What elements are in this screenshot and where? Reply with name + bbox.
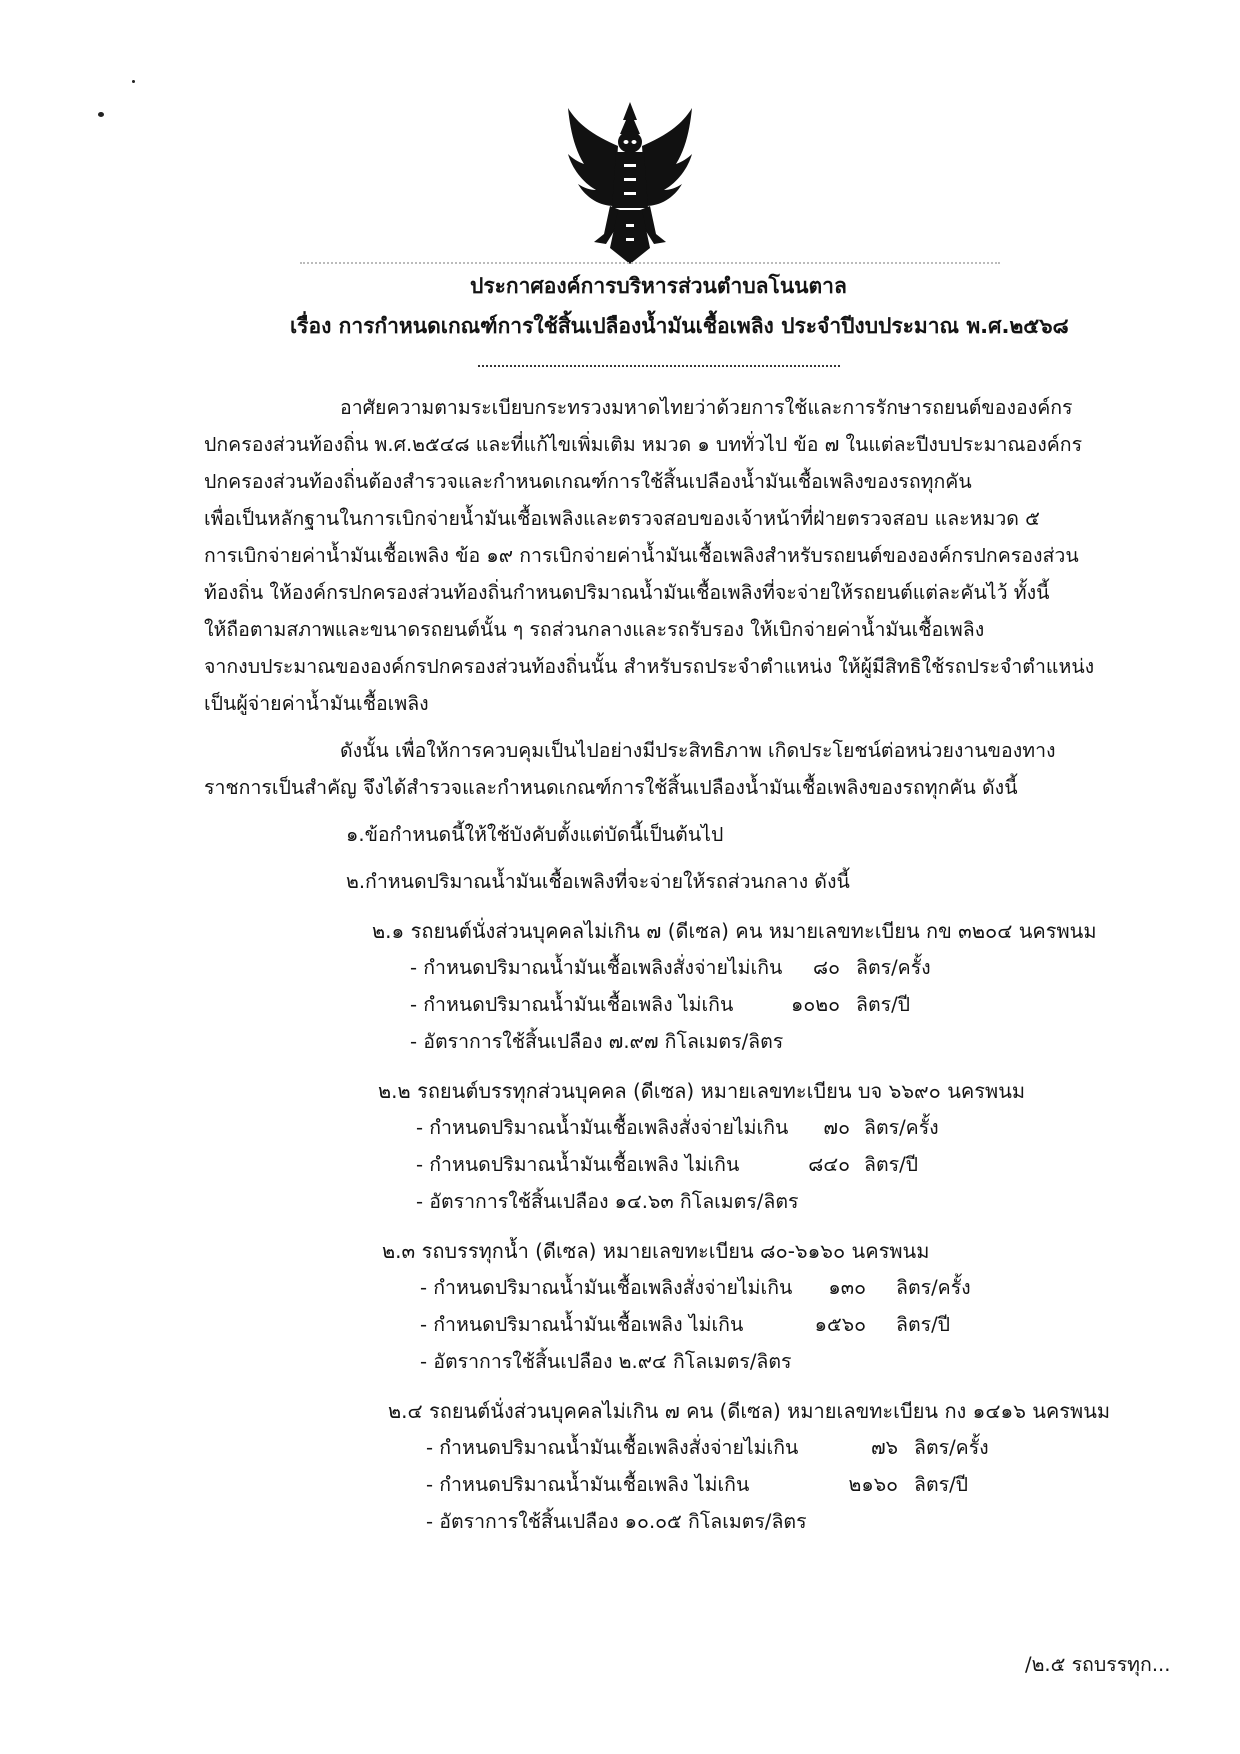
per-trip-unit: ลิตร/ครั้ง	[864, 1116, 939, 1139]
text-line: ปกครองส่วนท้องถิ่นต้องสำรวจและกำหนดเกณฑ์การใช้สิ้นเปลืองน้ำมันเชื้อเพลิงของรถทุกคัน	[204, 470, 972, 493]
per-trip-label: - กำหนดปริมาณน้ำมันเชื้อเพลิงสั่งจ่ายไม่เกิน	[416, 1116, 789, 1139]
per-year-label: - กำหนดปริมาณน้ำมันเชื้อเพลิง ไม่เกิน	[416, 1153, 740, 1176]
per-trip-amount: ๘๐	[813, 956, 840, 979]
per-trip-unit: ลิตร/ครั้ง	[896, 1276, 971, 1299]
per-year-unit: ลิตร/ปี	[856, 993, 911, 1016]
title-separator	[478, 365, 840, 367]
garuda-emblem-icon	[560, 98, 700, 268]
per-trip-label: - กำหนดปริมาณน้ำมันเชื้อเพลิงสั่งจ่ายไม่เกิน	[420, 1276, 793, 1299]
text-line: การเบิกจ่ายค่าน้ำมันเชื้อเพลิง ข้อ ๑๙ การเบิกจ่ายค่าน้ำมันเชื้อเพลิงสำหรับรถยนต์ขององค์กรปกครองส่วน	[204, 544, 1079, 567]
per-year-unit: ลิตร/ปี	[864, 1153, 919, 1176]
per-trip-amount: ๗๖	[870, 1436, 898, 1459]
per-trip-amount: ๑๓๐	[828, 1276, 866, 1299]
vehicle-heading: ๒.๓ รถบรรทุกน้ำ (ดีเซล) หมายเลขทะเบียน ๘๐-๖๑๖๐ นครพนม	[382, 1239, 930, 1263]
text-line: ท้องถิ่น ให้องค์กรปกครองส่วนท้องถิ่นกำหนดปริมาณน้ำมันเชื้อเพลิงที่จะจ่ายให้รถยนต์แต่ละคันไว้ ทั้งนี้	[204, 581, 1050, 604]
consumption-rate: - อัตราการใช้สิ้นเปลือง ๒.๙๔ กิโลเมตร/ลิตร	[420, 1350, 792, 1373]
per-year-row	[420, 1312, 1020, 1338]
per-trip-unit: ลิตร/ครั้ง	[914, 1436, 989, 1459]
scan-speck	[132, 80, 135, 83]
per-year-amount: ๑๕๖๐	[814, 1313, 866, 1336]
text-line: อาศัยความตามระเบียบกระทรวงมหาดไทยว่าด้วยการใช้และการรักษารถยนต์ขององค์กร	[340, 396, 1073, 419]
vehicle-heading: ๒.๑ รถยนต์นั่งส่วนบุคคลไม่เกิน ๗ (ดีเซล) คน หมายเลขทะเบียน กข ๓๒๐๔ นครพนม	[372, 919, 1097, 943]
per-year-amount: ๘๔๐	[808, 1153, 850, 1176]
header-rule	[300, 262, 1000, 264]
per-year-row	[426, 1472, 1026, 1498]
scan-speck	[98, 112, 104, 117]
per-year-unit: ลิตร/ปี	[914, 1473, 969, 1496]
clause-1: ๑.ข้อกำหนดนี้ให้ใช้บังคับตั้งแต่บัดนี้เป็นต้นไป	[346, 823, 724, 846]
per-year-amount: ๒๑๖๐	[848, 1473, 898, 1496]
per-trip-row	[420, 1275, 1020, 1301]
announcement-subject: เรื่อง การกำหนดเกณฑ์การใช้สิ้นเปลืองน้ำมันเชื้อเพลิง ประจำปีงบประมาณ พ.ศ.๒๕๖๘	[290, 314, 1069, 338]
consumption-rate: - อัตราการใช้สิ้นเปลือง ๗.๙๗ กิโลเมตร/ลิตร	[410, 1030, 784, 1053]
announcement-title: ประกาศองค์การบริหารส่วนตำบลโนนตาล	[470, 274, 847, 298]
per-year-row	[416, 1152, 1016, 1178]
per-trip-row	[410, 955, 1010, 981]
per-year-row	[410, 992, 1010, 1018]
consumption-rate: - อัตราการใช้สิ้นเปลือง ๑๔.๖๓ กิโลเมตร/ลิตร	[416, 1190, 799, 1213]
vehicle-heading: ๒.๒ รถยนต์บรรทุกส่วนบุคคล (ดีเซล) หมายเลขทะเบียน บจ ๖๖๙๐ นครพนม	[378, 1079, 1026, 1103]
text-line: ดังนั้น เพื่อให้การควบคุมเป็นไปอย่างมีประสิทธิภาพ เกิดประโยชน์ต่อหน่วยงานของทาง	[340, 739, 1056, 762]
per-year-label: - กำหนดปริมาณน้ำมันเชื้อเพลิง ไม่เกิน	[426, 1473, 750, 1496]
consumption-rate: - อัตราการใช้สิ้นเปลือง ๑๐.๐๕ กิโลเมตร/ลิตร	[426, 1510, 807, 1533]
text-line: เพื่อเป็นหลักฐานในการเบิกจ่ายน้ำมันเชื้อเพลิงและตรวจสอบของเจ้าหน้าที่ฝ่ายตรวจสอบ และหมวด ๕	[204, 507, 1040, 530]
text-line: ปกครองส่วนท้องถิ่น พ.ศ.๒๕๔๘ และที่แก้ไขเพิ่มเติม หมวด ๑ บททั่วไป ข้อ ๗ ในแต่ละปีงบประมาณองค์กร	[204, 433, 1083, 456]
per-trip-unit: ลิตร/ครั้ง	[856, 956, 931, 979]
per-trip-row	[416, 1115, 1016, 1141]
text-line: จากงบประมาณขององค์กรปกครองส่วนท้องถิ่นนั้น สำหรับรถประจำตำแหน่ง ให้ผู้มีสิทธิใช้รถประจำตำแหน่ง	[204, 655, 1095, 678]
continuation-note: /๒.๕ รถบรรทุก...	[1025, 1653, 1171, 1676]
per-trip-row	[426, 1435, 1026, 1461]
text-line: เป็นผู้จ่ายค่าน้ำมันเชื้อเพลิง	[204, 692, 429, 715]
per-year-label: - กำหนดปริมาณน้ำมันเชื้อเพลิง ไม่เกิน	[410, 993, 734, 1016]
clause-2: ๒.กำหนดปริมาณน้ำมันเชื้อเพลิงที่จะจ่ายให้รถส่วนกลาง ดังนี้	[346, 870, 850, 893]
per-trip-label: - กำหนดปริมาณน้ำมันเชื้อเพลิงสั่งจ่ายไม่เกิน	[426, 1436, 799, 1459]
per-trip-label: - กำหนดปริมาณน้ำมันเชื้อเพลิงสั่งจ่ายไม่เกิน	[410, 956, 783, 979]
per-trip-amount: ๗๐	[823, 1116, 850, 1139]
per-year-unit: ลิตร/ปี	[896, 1313, 951, 1336]
per-year-label: - กำหนดปริมาณน้ำมันเชื้อเพลิง ไม่เกิน	[420, 1313, 744, 1336]
per-year-amount: ๑๐๒๐	[790, 993, 840, 1016]
text-line: ราชการเป็นสำคัญ จึงได้สำรวจและกำหนดเกณฑ์การใช้สิ้นเปลืองน้ำมันเชื้อเพลิงของรถทุกคัน ดังนี้	[204, 776, 1018, 799]
text-line: ให้ถือตามสภาพและขนาดรถยนต์นั้น ๆ รถส่วนกลางและรถรับรอง ให้เบิกจ่ายค่าน้ำมันเชื้อเพลิง	[204, 618, 985, 641]
vehicle-heading: ๒.๔ รถยนต์นั่งส่วนบุคคลไม่เกิน ๗ คน (ดีเซล) หมายเลขทะเบียน กง ๑๔๑๖ นครพนม	[388, 1399, 1111, 1423]
